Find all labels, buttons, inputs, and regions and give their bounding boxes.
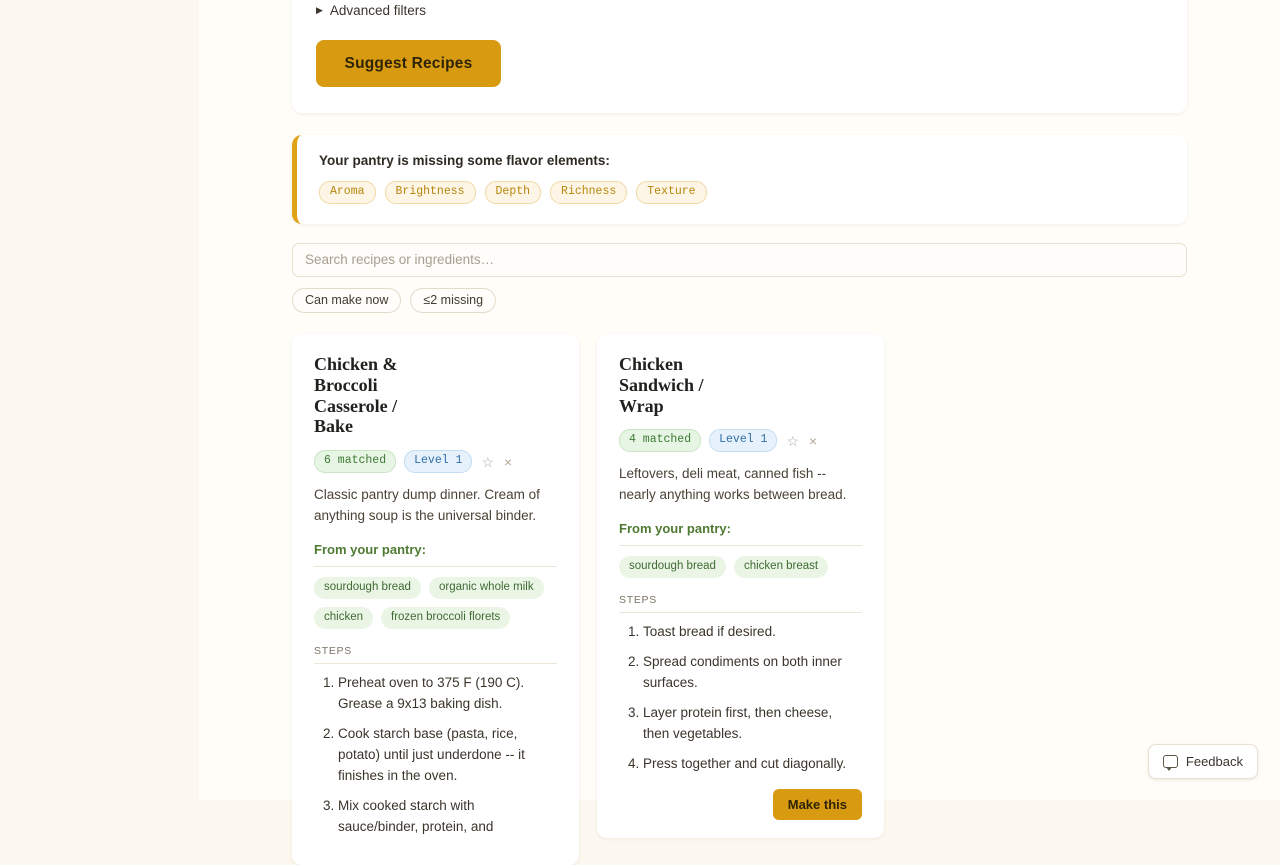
matched-badge: 6 matched bbox=[314, 450, 396, 473]
steps-list bbox=[314, 673, 557, 837]
close-icon[interactable]: × bbox=[809, 432, 818, 449]
recipe-title: Chicken & Broccoli Casserole / Bake bbox=[314, 353, 398, 437]
flavor-chip[interactable]: Richness bbox=[550, 181, 627, 204]
steps-label: STEPS bbox=[619, 594, 862, 613]
pantry-chip: sourdough bread bbox=[314, 577, 421, 599]
pantry-chip: chicken breast bbox=[734, 556, 828, 578]
recipe-card[interactable] bbox=[292, 334, 579, 865]
flavor-notice-title: Your pantry is missing some flavor elements: bbox=[319, 153, 610, 168]
recipe-badges bbox=[619, 426, 862, 452]
recipe-grid bbox=[292, 334, 1187, 865]
suggest-recipes-button[interactable]: Suggest Recipes bbox=[316, 40, 501, 87]
filter-pill-list bbox=[292, 288, 1187, 313]
recipe-title: Chicken Sandwich / Wrap bbox=[619, 353, 704, 416]
close-icon[interactable]: × bbox=[504, 453, 513, 470]
matched-badge: 4 matched bbox=[619, 429, 701, 452]
recipe-card[interactable] bbox=[597, 334, 884, 838]
filter-card bbox=[292, 0, 1187, 113]
step-item: 2. Cook starch base (pasta, rice, potato) until just underdone -- it finishes in the oven. bbox=[338, 724, 557, 787]
flavor-chip-list bbox=[319, 181, 1163, 204]
flavor-chip[interactable]: Aroma bbox=[319, 181, 376, 204]
search-input[interactable] bbox=[292, 243, 1187, 277]
step-item: 1. Toast bread if desired. bbox=[643, 622, 862, 643]
steps-list bbox=[619, 622, 862, 775]
make-this-row bbox=[619, 789, 862, 820]
level-badge: Level 1 bbox=[709, 429, 777, 452]
pantry-chip: chicken bbox=[314, 607, 373, 629]
make-this-button[interactable]: Make this bbox=[773, 789, 862, 820]
step-item: 2. Spread condiments on both inner surfaces. bbox=[643, 652, 862, 694]
content-column bbox=[292, 0, 1187, 865]
pantry-chip: frozen broccoli florets bbox=[381, 607, 510, 629]
pantry-label: From your pantry: bbox=[314, 542, 557, 567]
step-item: 4. Press together and cut diagonally. bbox=[643, 754, 862, 775]
feedback-label: Feedback bbox=[1185, 754, 1243, 769]
chat-bubble-icon bbox=[1163, 755, 1178, 768]
steps-label: STEPS bbox=[314, 645, 557, 664]
recipe-description: Leftovers, deli meat, canned fish -- nearly anything works between bread. bbox=[619, 466, 847, 503]
step-item: 3. Mix cooked starch with sauce/binder, protein, and bbox=[338, 796, 557, 838]
step-item: 3. Layer protein first, then cheese, then vegetables. bbox=[643, 703, 862, 745]
flavor-chip[interactable]: Brightness bbox=[385, 181, 476, 204]
recipe-badges bbox=[314, 447, 557, 473]
level-badge: Level 1 bbox=[404, 450, 472, 473]
pantry-chip: sourdough bread bbox=[619, 556, 726, 578]
recipe-header bbox=[314, 354, 557, 473]
flavor-chip[interactable]: Texture bbox=[636, 181, 706, 204]
flavor-chip[interactable]: Depth bbox=[485, 181, 542, 204]
pantry-chip: organic whole milk bbox=[429, 577, 544, 599]
advanced-filters-toggle[interactable] bbox=[316, 1, 1163, 18]
advanced-filters-label: Advanced filters bbox=[329, 3, 426, 18]
pill-two-missing[interactable]: ≤2 missing bbox=[410, 288, 496, 313]
search-section bbox=[292, 243, 1187, 313]
flavor-notice-card bbox=[292, 135, 1187, 224]
chevron-right-icon: ▶ bbox=[316, 5, 323, 15]
recipe-header bbox=[619, 354, 862, 452]
pantry-chip-list bbox=[314, 577, 557, 629]
recipe-description: Classic pantry dump dinner. Cream of anything soup is the universal binder. bbox=[314, 487, 540, 524]
pill-can-make-now[interactable]: Can make now bbox=[292, 288, 401, 313]
star-icon[interactable]: ☆ bbox=[481, 453, 494, 470]
feedback-button[interactable] bbox=[1148, 744, 1258, 779]
app-page bbox=[199, 0, 1280, 834]
star-icon[interactable]: ☆ bbox=[786, 432, 799, 449]
pantry-label: From your pantry: bbox=[619, 521, 862, 546]
pantry-chip-list bbox=[619, 556, 862, 578]
step-item: 1. Preheat oven to 375 F (190 C). Grease a 9x13 baking dish. bbox=[338, 673, 557, 715]
